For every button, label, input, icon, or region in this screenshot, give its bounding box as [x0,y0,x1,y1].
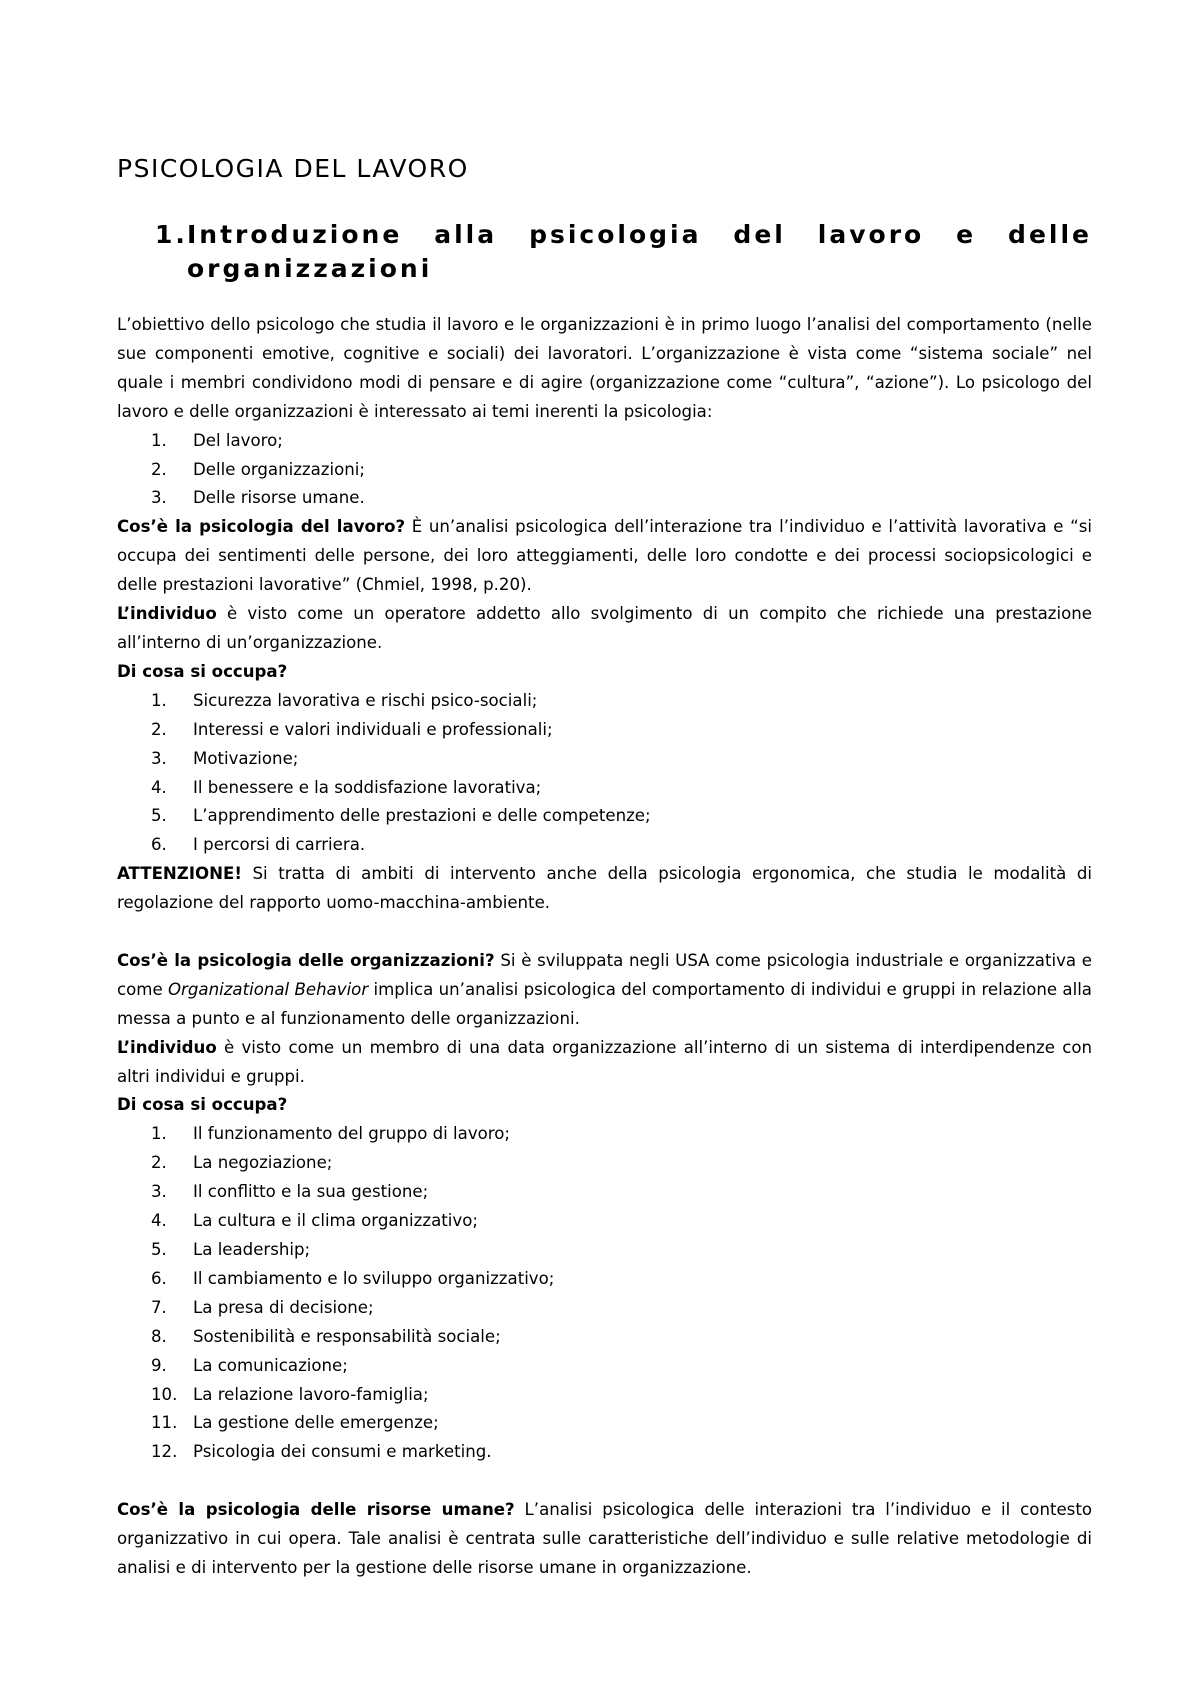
list-item-text: La leadership; [193,1239,311,1259]
list-marker: 1. [151,1124,167,1144]
list-item [117,716,1092,745]
list-item-text: Psicologia dei consumi e marketing. [193,1442,492,1462]
heading-word: del [733,220,786,249]
list-marker: 2. [151,1153,167,1173]
risorse-question: Cos’è la psicologia delle risorse umane? [117,1500,515,1520]
lavoro-occupa-heading [117,658,1092,687]
list-item [117,1352,1092,1381]
list-marker: 10. [151,1384,178,1404]
organizzazioni-answer-italic: Organizational Behavior [167,979,369,999]
intro-list [117,427,1092,514]
list-item-text: Interessi e valori individuali e professionali; [193,719,553,739]
list-item-text: Motivazione; [193,748,299,768]
list-item-text: L’apprendimento delle prestazioni e delle competenze; [193,806,651,826]
organizzazioni-list [117,1120,1092,1467]
organizzazioni-individuo-label: L’individuo [117,1037,217,1057]
lavoro-occupa-label: Di cosa si occupa? [117,661,288,681]
list-marker: 1. [151,690,167,710]
list-item-text: La relazione lavoro-famiglia; [193,1384,429,1404]
organizzazioni-answer-part2: implica un’analisi psicologica del comportamento di individui e gruppi in relazione alla messa a punto e al funzionamento delle organizzazioni. [117,979,1092,1028]
list-item-text: La gestione delle emergenze; [193,1413,439,1433]
section-heading-line-2: organizzazioni [187,254,433,283]
list-item [117,1120,1092,1149]
list-item [117,831,1092,860]
blank-line [117,918,1092,947]
section-heading-line-1 [155,218,1092,252]
attenzione-label: ATTENZIONE! [117,864,242,884]
heading-word: e [956,220,977,249]
lavoro-individuo-label: L’individuo [117,604,217,624]
organizzazioni-occupa-label: Di cosa si occupa? [117,1095,288,1115]
list-item-text: La comunicazione; [193,1355,348,1375]
lavoro-individuo-text: è visto come un operatore addetto allo svolgimento di un compito che richiede una prestazione all’interno di un’organizzazione. [117,604,1092,652]
list-item-text: Il funzionamento del gruppo di lavoro; [193,1124,510,1144]
list-item-text: Il benessere e la soddisfazione lavorativa; [193,777,542,797]
list-marker: 5. [151,1239,167,1259]
list-item-text: Del lavoro; [193,430,283,450]
list-marker: 1. [151,430,167,450]
list-marker: 2. [151,719,167,739]
list-item [117,456,1092,485]
list-item [117,1265,1092,1294]
list-item [117,687,1092,716]
lavoro-answer: È un’analisi psicologica dell’interazione tra l’individuo e l’attività lavorativa e “si occupa dei sentimenti delle persone, dei loro atteggiamenti, delle loro condotte e dei processi sociopsicologici e delle prestazioni lavorative” (Chmiel, 1998, p.20). [117,517,1092,595]
heading-word: alla [434,220,498,249]
list-marker: 4. [151,1211,167,1231]
heading-word: psicologia [529,220,702,249]
lavoro-list [117,687,1092,860]
attenzione-paragraph [117,860,1092,918]
list-item-text: Delle risorse umane. [193,488,365,508]
list-item [117,1409,1092,1438]
list-item-text: Delle organizzazioni; [193,459,365,479]
list-marker: 3. [151,1182,167,1202]
list-item [117,1323,1092,1352]
attenzione-text: Si tratta di ambiti di intervento anche della psicologia ergonomica, che studia le modalità di regolazione del rapporto uomo-macchina-ambiente. [117,864,1092,913]
section-number: 1. [155,220,188,249]
list-marker: 8. [151,1326,167,1346]
list-marker: 11. [151,1413,178,1433]
organizzazioni-individuo-paragraph [117,1034,1092,1092]
list-item [117,427,1092,456]
blank-line [117,1467,1092,1496]
list-item [117,1207,1092,1236]
heading-word: delle [1008,220,1092,249]
lavoro-individuo-paragraph [117,600,1092,658]
list-marker: 12. [151,1442,178,1462]
organizzazioni-occupa-heading [117,1091,1092,1120]
document-body [117,311,1092,1583]
list-item-text: La cultura e il clima organizzativo; [193,1211,478,1231]
list-marker: 4. [151,777,167,797]
list-item [117,1381,1092,1410]
list-item-text: La negoziazione; [193,1153,333,1173]
organizzazioni-individuo-text: è visto come un membro di una data organizzazione all’interno di un sistema di interdipendenze con altri individui e gruppi. [117,1037,1092,1086]
organizzazioni-answer-part1: Si è sviluppata negli USA come psicologia industriale e organizzativa e come [117,950,1092,999]
list-item [117,802,1092,831]
heading-word: Introduzione [187,220,403,249]
list-item-text: Il conflitto e la sua gestione; [193,1182,429,1202]
list-item-text: Il cambiamento e lo sviluppo organizzativo; [193,1268,555,1288]
lavoro-question: Cos’è la psicologia del lavoro? [117,517,406,537]
list-marker: 7. [151,1297,167,1317]
list-item [117,1294,1092,1323]
heading-word: lavoro [817,220,925,249]
list-item [117,1236,1092,1265]
section-heading [155,218,1092,286]
list-marker: 3. [151,748,167,768]
risorse-answer: L’analisi psicologica delle interazioni tra l’individuo e il contesto organizzativo in cui opera. Tale analisi è centrata sulle caratteristiche dell’individuo e sulle relative metodologie di analisi e di intervento per la gestione delle risorse umane in organizzazione. [117,1500,1092,1577]
document-title: PSICOLOGIA DEL LAVORO [117,154,469,183]
list-marker: 6. [151,1268,167,1288]
list-item [117,1178,1092,1207]
list-item [117,1438,1092,1467]
list-item [117,745,1092,774]
list-marker: 3. [151,488,167,508]
list-marker: 9. [151,1355,167,1375]
lavoro-question-paragraph [117,513,1092,600]
risorse-question-paragraph [117,1496,1092,1583]
list-marker: 6. [151,835,167,855]
list-item-text: I percorsi di carriera. [193,835,366,855]
list-item-text: La presa di decisione; [193,1297,374,1317]
organizzazioni-question: Cos’è la psicologia delle organizzazioni? [117,950,495,970]
list-item [117,484,1092,513]
list-item [117,774,1092,803]
list-marker: 2. [151,459,167,479]
organizzazioni-question-paragraph [117,947,1092,1034]
list-item-text: Sostenibilità e responsabilità sociale; [193,1326,501,1346]
intro-paragraph: L’obiettivo dello psicologo che studia il lavoro e le organizzazioni è in primo luogo l’analisi del comportamento (nelle sue componenti emotive, cognitive e sociali) dei lavoratori. L’organizzazione è vista come “sistema sociale” nel quale i membri condividono modi di pensare e di agire (organizzazione come “cultura”, “azione”). Lo psicologo del lavoro e delle organizzazioni è interessato ai temi inerenti la psicologia: [117,315,1092,421]
list-marker: 5. [151,806,167,826]
list-item-text: Sicurezza lavorativa e rischi psico-sociali; [193,690,538,710]
list-item [117,1149,1092,1178]
